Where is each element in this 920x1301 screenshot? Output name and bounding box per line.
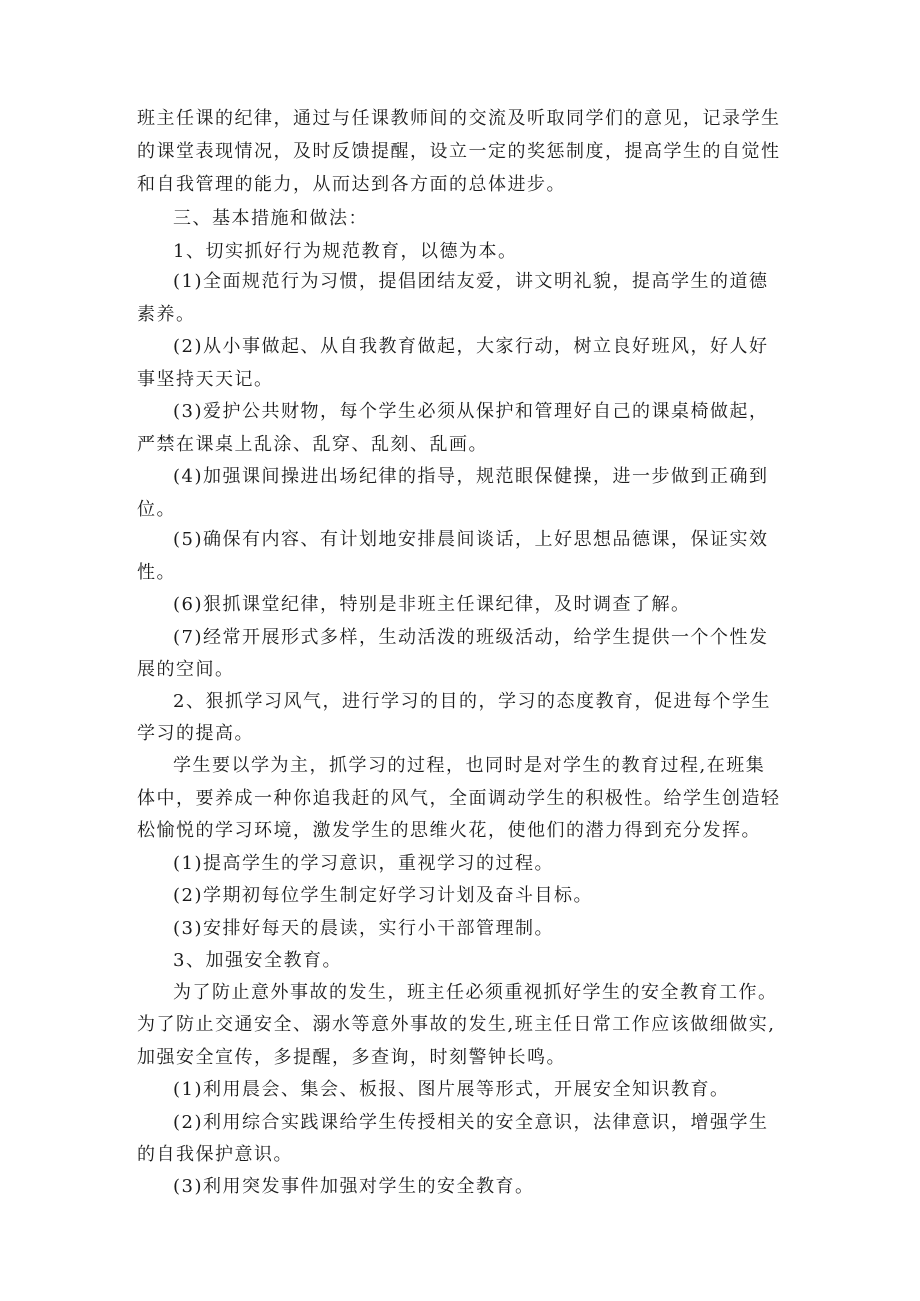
subsection-heading: 3、加强安全教育。 bbox=[173, 950, 342, 971]
list-item: (3)利用突发事件加强对学生的安全教育。 bbox=[173, 1176, 535, 1197]
paragraph-line: 学生要以学为主，抓学习的过程，也同时是对学生的教育过程,在班集 bbox=[173, 755, 766, 776]
list-item-continuation: 位。 bbox=[137, 499, 176, 520]
list-item-continuation: 的自我保护意识。 bbox=[137, 1144, 293, 1165]
list-item: (4)加强课间操进出场纪律的指导，规范眼保健操，进一步做到正确到 bbox=[173, 466, 769, 487]
list-item: (2)利用综合实践课给学生传授相关的安全意识，法律意识，增强学生 bbox=[173, 1112, 769, 1133]
list-item: (1)全面规范行为习惯，提倡团结友爱，讲文明礼貌，提高学生的道德 bbox=[173, 271, 769, 292]
list-item-continuation: 素养。 bbox=[137, 304, 196, 325]
paragraph-line: 班主任课的纪律，通过与任课教师间的交流及听取同学们的意见，记录学生 bbox=[137, 108, 781, 129]
list-item: (3)安排好每天的晨读，实行小干部管理制。 bbox=[173, 918, 554, 939]
list-item-continuation: 性。 bbox=[137, 562, 176, 583]
subsection-heading: 2、狠抓学习风气，进行学习的目的，学习的态度教育，促进每个学生 bbox=[173, 691, 771, 712]
paragraph-line: 的课堂表现情况，及时反馈提醒，设立一定的奖惩制度，提高学生的自觉性 bbox=[137, 141, 781, 162]
paragraph-line: 为了防止交通安全、溺水等意外事故的发生,班主任日常工作应该做细做实, bbox=[137, 1014, 776, 1035]
section-heading: 三、基本措施和做法： bbox=[173, 208, 368, 229]
subsection-heading: 1、切实抓好行为规范教育，以德为本。 bbox=[173, 241, 518, 262]
list-item: (6)狠抓课堂纪律，特别是非班主任课纪律，及时调查了解。 bbox=[173, 594, 691, 615]
list-item: (1)利用晨会、集会、板报、图片展等形式，开展安全知识教育。 bbox=[173, 1079, 730, 1100]
paragraph-line: 松愉悦的学习环境，激发学生的思维火花，使他们的潜力得到充分发挥。 bbox=[137, 820, 761, 841]
list-item: (2)学期初每位学生制定好学习计划及奋斗目标。 bbox=[173, 885, 593, 906]
paragraph-line: 为了防止意外事故的发生，班主任必须重视抓好学生的安全教育工作。 bbox=[173, 982, 778, 1003]
list-item: (2)从小事做起、从自我教育做起，大家行动，树立良好班风，好人好 bbox=[173, 336, 769, 357]
list-item-continuation: 事坚持天天记。 bbox=[137, 369, 274, 390]
list-item: (3)爱护公共财物，每个学生必须从保护和管理好自己的课桌椅做起， bbox=[173, 401, 769, 422]
paragraph-line: 体中，要养成一种你追我赶的风气，全面调动学生的积极性。给学生创造轻 bbox=[137, 788, 781, 809]
list-item: (1)提高学生的学习意识，重视学习的过程。 bbox=[173, 853, 554, 874]
paragraph-line: 学习的提高。 bbox=[137, 723, 254, 744]
list-item: (5)确保有内容、有计划地安排晨间谈话，上好思想品德课，保证实效 bbox=[173, 529, 769, 550]
paragraph-line: 和自我管理的能力，从而达到各方面的总体进步。 bbox=[137, 174, 566, 195]
list-item-continuation: 展的空间。 bbox=[137, 659, 235, 680]
list-item-continuation: 严禁在课桌上乱涂、乱穿、乱刻、乱画。 bbox=[137, 434, 488, 455]
paragraph-line: 加强安全宣传，多提醒，多查询，时刻警钟长鸣。 bbox=[137, 1047, 566, 1068]
list-item: (7)经常开展形式多样，生动活泼的班级活动，给学生提供一个个性发 bbox=[173, 627, 769, 648]
